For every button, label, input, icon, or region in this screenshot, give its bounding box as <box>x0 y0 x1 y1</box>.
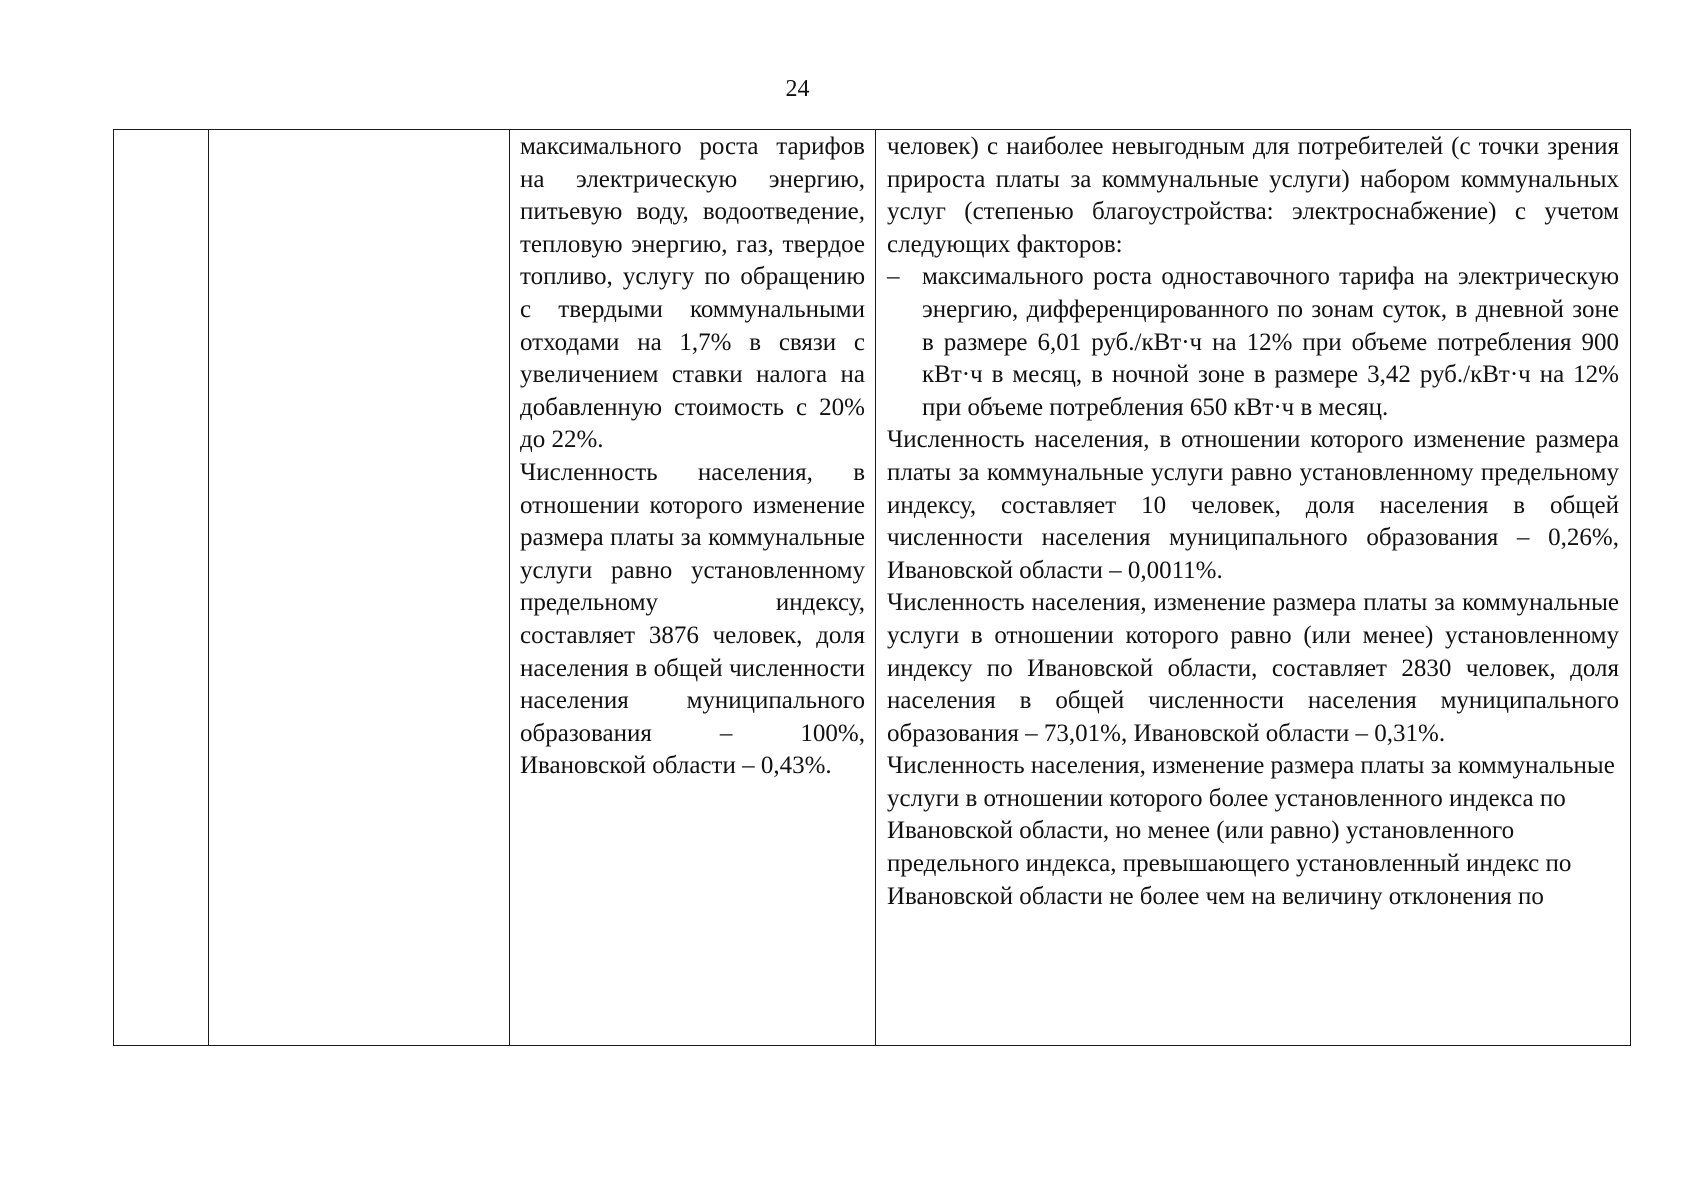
description-bullet-1 <box>887 261 1619 424</box>
description-paragraph-3: Численность населения, изменение размера платы за коммунальные услуги в отношении которого равно (или менее) установленному индексу по Ивановской области, составляет 2830 человек, доля населения в общей численности населения муниципального образования – 73,01%, Ивановской области – 0,31%. <box>887 589 1619 747</box>
factors-text <box>510 130 875 783</box>
bullet-text: максимального роста одноставочного тарифа на электрическую энергию, дифференцированного по зонам суток, в дневной зоне в размере 6,01 руб./кВт·ч на 12% при объеме потребления 900 кВт·ч в месяц, в ночной зоне в размере 3,42 руб./кВт·ч на 12% при объеме потребления 650 кВт·ч в месяц. <box>922 263 1619 421</box>
description-paragraph-2: Численность населения, в отношении которого изменение размера платы за коммунальные услуги равно установленному предельному индексу, составляет 10 человек, доля населения в общей численности населения муниципального образования – 0,26%, Ивановской области – 0,0011%. <box>887 426 1619 584</box>
table-row <box>114 130 1631 1046</box>
bullet-dash: – <box>887 263 900 291</box>
table-cell-factors <box>510 130 876 1046</box>
document-table <box>113 129 1631 1046</box>
factors-paragraph-1: максимального роста тарифов на электрическую энергию, питьевую воду, водоотведение, тепловую энергию, газ, твердое топливо, услугу по обращению с твердыми коммунальными отходами на 1,7% в связи с увеличением ставки налога на добавленную стоимость с 20% до 22%. <box>520 133 865 454</box>
factors-paragraph-2: Численность населения, в отношении которого изменение размера платы за коммунальные услуги равно установленному предельному индексу, составляет 3876 человек, доля населения в общей численности населения муниципального образования – 100%, Ивановской области – 0,43%. <box>520 458 865 780</box>
table-cell-name <box>209 130 510 1046</box>
table-cell-number <box>114 130 209 1046</box>
table-cell-description <box>876 130 1631 1046</box>
page-number: 24 <box>785 76 810 102</box>
description-paragraph-1: человек) с наиболее невыгодным для потребителей (с точки зрения прироста платы за коммунальные услуги) набором коммунальных услуг (степенью благоустройства: электроснабжение) с учетом следующих факторов: <box>887 133 1619 258</box>
description-text <box>876 130 1630 1043</box>
description-paragraph-4: Численность населения, изменение размера платы за коммунальные услуги в отношении которого более установленного индекса по Ивановской области, но менее (или равно) установленного предельного индекса, превышающего установленный индекс по Ивановской области не более чем на величину отклонения по <box>887 752 1615 910</box>
